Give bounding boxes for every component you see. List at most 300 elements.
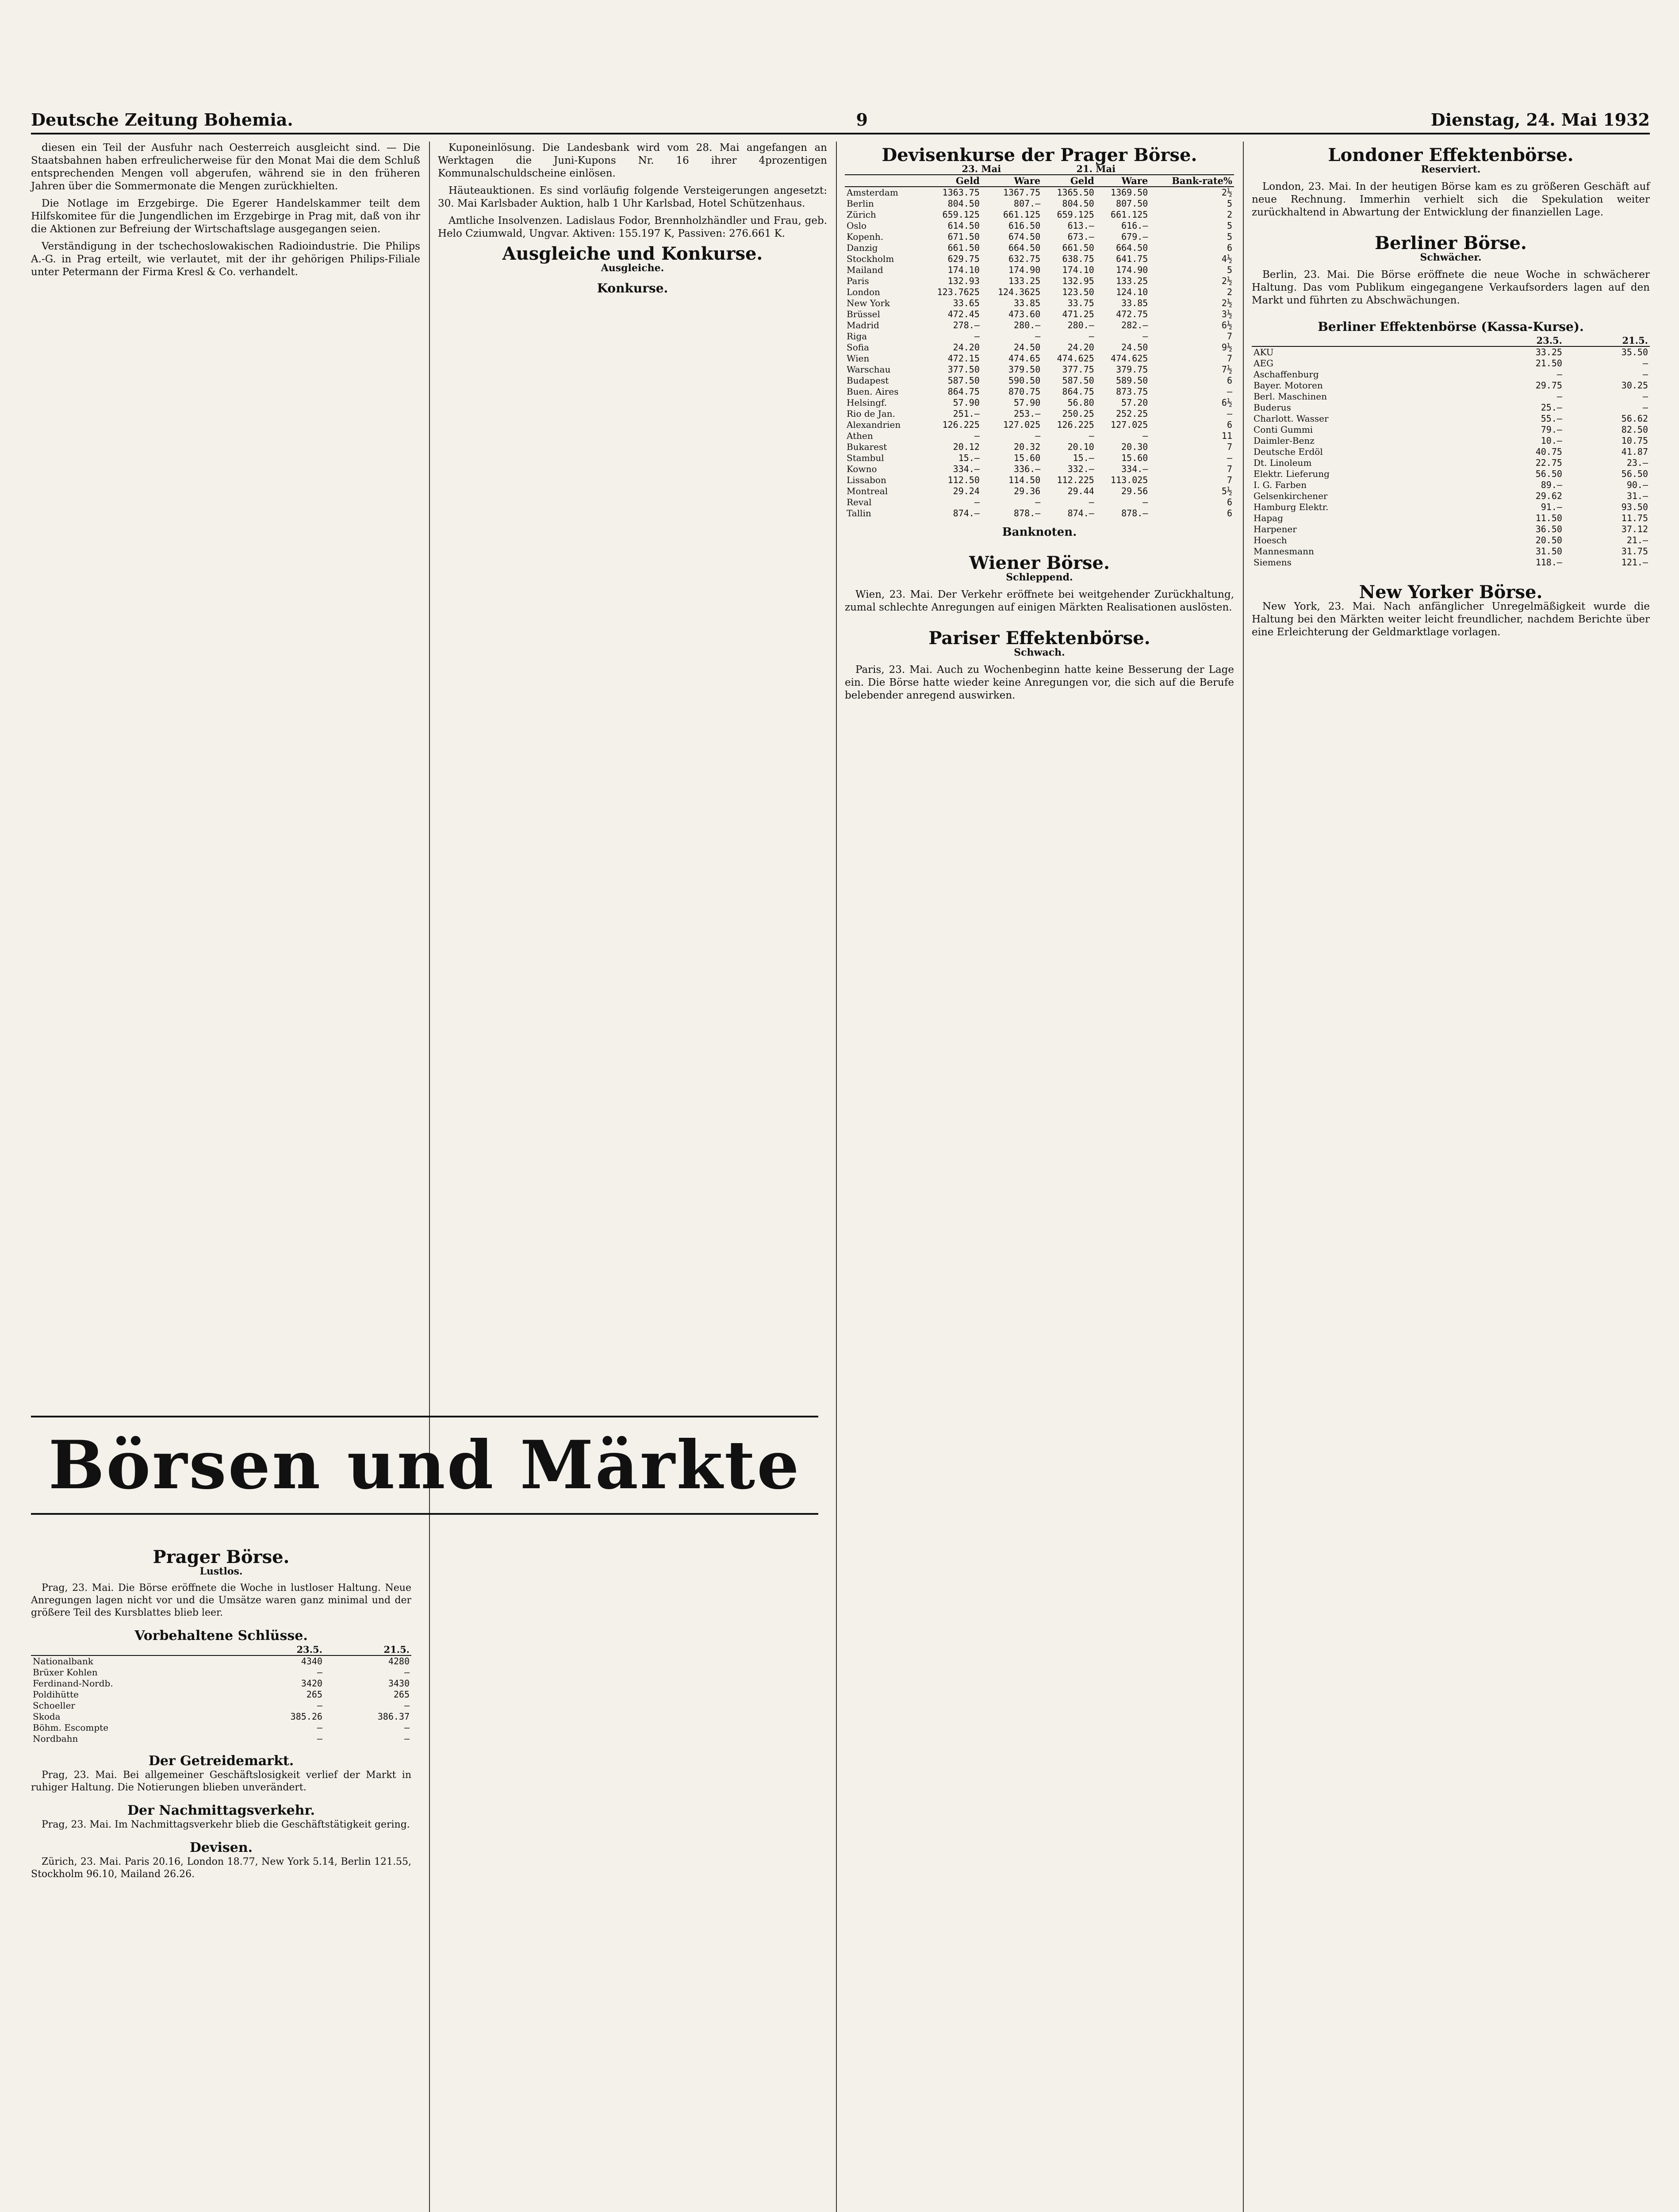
devisen-cell: Stockholm bbox=[847, 253, 894, 264]
kassa-cell: — bbox=[1642, 369, 1648, 380]
kassa-row bbox=[1252, 391, 1650, 402]
devisen-cell: Tallin bbox=[847, 508, 871, 518]
devisen-cell: 15.60 bbox=[1014, 453, 1041, 463]
devisen-cell: 5 bbox=[1227, 231, 1232, 242]
devisen-row bbox=[845, 342, 1234, 353]
vorbeh-column-header: 23.5. bbox=[237, 1644, 324, 1655]
devisen-cell: 664.50 bbox=[1008, 242, 1041, 253]
devisen-cell: 5½ bbox=[1221, 486, 1232, 496]
kassa-cell: Charlott. Wasser bbox=[1254, 413, 1329, 424]
devisen-cell: 112.225 bbox=[1057, 475, 1094, 485]
kassa-cell: Deutsche Erdöl bbox=[1254, 446, 1323, 457]
devisen-cell: 57.90 bbox=[1014, 397, 1041, 408]
kassa-cell: 89.— bbox=[1541, 480, 1562, 490]
kassa-cell: 25.— bbox=[1541, 402, 1562, 413]
vorbeh-cell: Brüxer Kohlen bbox=[33, 1667, 98, 1678]
date-header: 21. Mai bbox=[1042, 163, 1150, 175]
devisen-cell: Athen bbox=[847, 430, 873, 441]
devisen-cell: 1369.50 bbox=[1111, 187, 1148, 198]
devisen-cell: 6½ bbox=[1221, 320, 1232, 330]
devisen-cell: 673.— bbox=[1067, 231, 1094, 242]
kassa-cell: 31.50 bbox=[1535, 546, 1562, 557]
devisen-cell: 174.10 bbox=[1062, 265, 1094, 275]
devisen-row bbox=[845, 453, 1234, 464]
devisen-cell: 473.60 bbox=[1008, 309, 1041, 319]
kassa-row bbox=[1252, 535, 1650, 546]
kassa-cell: — bbox=[1642, 358, 1648, 369]
devisen-row bbox=[845, 353, 1234, 364]
devisen-row bbox=[845, 486, 1234, 497]
devisen-cell: 6 bbox=[1227, 508, 1232, 518]
devisen-row bbox=[845, 198, 1234, 209]
devisen-cell: Buen. Aires bbox=[847, 386, 899, 397]
devisen-cell: Zürich bbox=[847, 209, 876, 220]
kassa-cell: Hamburg Elektr. bbox=[1254, 502, 1329, 512]
vorbeh-cell: Ferdinand-Nordb. bbox=[33, 1678, 113, 1689]
issue-date: Dienstag, 24. Mai 1932 bbox=[1430, 109, 1650, 130]
devisen-cell: Kowno bbox=[847, 464, 877, 474]
devisen-cell: 56.80 bbox=[1067, 397, 1094, 408]
londoner-text: London, 23. Mai. In der heutigen Börse kam es zu größeren Geschäft auf neue Rechnung. Immerhin verhielt sich die Spekulation weiter zurückhaltend in Abwartung der Entwicklung der finanziellen Lage. bbox=[1252, 181, 1650, 218]
devisen-cell: Budapest bbox=[847, 375, 889, 386]
devisen-cell: 874.— bbox=[1067, 508, 1094, 518]
kassa-cell: Hapag bbox=[1254, 513, 1283, 523]
devisen-cell: 379.75 bbox=[1116, 364, 1148, 375]
devisen-cell: 113.025 bbox=[1111, 475, 1148, 485]
vorbeh-cell: — bbox=[317, 1733, 322, 1744]
devisen2-heading: Devisen. bbox=[189, 1840, 253, 1855]
kassa-cell: 29.62 bbox=[1535, 491, 1562, 501]
kassa-cell: Harpener bbox=[1254, 524, 1297, 534]
kassa-row bbox=[1252, 413, 1650, 424]
devisen-cell: — bbox=[1227, 453, 1232, 463]
column-1 bbox=[31, 142, 420, 283]
kassa-row bbox=[1252, 446, 1650, 457]
kassa-heading: Berliner Effektenbörse (Kassa-Kurse). bbox=[1318, 319, 1584, 334]
devisen-cell: 5 bbox=[1227, 265, 1232, 275]
devisen-row bbox=[845, 430, 1234, 442]
devisen-cell: 132.95 bbox=[1062, 276, 1094, 286]
kassa-column-header bbox=[1252, 335, 1478, 346]
devisen-cell: 674.50 bbox=[1008, 231, 1041, 242]
devisen-cell: 7½ bbox=[1221, 364, 1232, 375]
devisen-cell: 7 bbox=[1227, 331, 1232, 342]
kassa-cell: Hoesch bbox=[1254, 535, 1287, 545]
devisen2-text: Zürich, 23. Mai. Paris 20.16, London 18.77, New York 5.14, Berlin 121.55, Stockholm 96.10, Mailand 26.26. bbox=[31, 1856, 411, 1880]
devisen-cell: Rio de Jan. bbox=[847, 408, 896, 419]
column-rule bbox=[1243, 142, 1244, 2212]
vorbeh-cell: — bbox=[404, 1722, 410, 1733]
devisen-cell: 174.90 bbox=[1008, 265, 1041, 275]
devisen-cell: 613.— bbox=[1067, 220, 1094, 231]
devisen-row bbox=[845, 276, 1234, 287]
devisen-cell: 133.25 bbox=[1116, 276, 1148, 286]
devisen-cell: 114.50 bbox=[1008, 475, 1041, 485]
devisen-cell: — bbox=[1142, 331, 1148, 342]
vorbeh-cell: Nordbahn bbox=[33, 1733, 78, 1744]
devisen-cell: 20.10 bbox=[1067, 442, 1094, 452]
wiener-sub: Schleppend. bbox=[1006, 572, 1073, 583]
vorbeh-cell: — bbox=[404, 1700, 410, 1711]
devisen-cell: 20.12 bbox=[953, 442, 980, 452]
devisen-cell: 2 bbox=[1227, 209, 1232, 220]
kassa-cell: Berl. Maschinen bbox=[1254, 391, 1327, 402]
kassa-cell: 56.50 bbox=[1535, 469, 1562, 479]
devisen-column-header bbox=[845, 175, 921, 187]
kassa-cell: Elektr. Lieferung bbox=[1254, 469, 1330, 479]
vorbeh-row bbox=[31, 1678, 411, 1689]
devisen-cell: 133.25 bbox=[1008, 276, 1041, 286]
devisen-cell: 864.75 bbox=[1062, 386, 1094, 397]
column-rule bbox=[836, 142, 837, 2212]
kassa-cell: Daimler-Benz bbox=[1254, 435, 1315, 446]
devisen-cell: 20.32 bbox=[1014, 442, 1041, 452]
vorbeh-cell: Schoeller bbox=[33, 1700, 75, 1711]
devisen-cell: 629.75 bbox=[947, 253, 980, 264]
devisen-column-header: Ware bbox=[981, 175, 1042, 187]
devisen-cell: 336.— bbox=[1014, 464, 1041, 474]
devisen-cell: Lissabon bbox=[847, 475, 886, 485]
devisen-cell: 472.45 bbox=[947, 309, 980, 319]
devisen-cell: 3½ bbox=[1221, 309, 1232, 319]
page-number: 9 bbox=[856, 109, 868, 130]
devisen-cell: 804.50 bbox=[947, 198, 980, 209]
devisen-cell: 123.50 bbox=[1062, 287, 1094, 297]
vorbeh-cell: 386.37 bbox=[377, 1711, 410, 1722]
devisen-cell: 9½ bbox=[1221, 342, 1232, 353]
kassa-cell: Bayer. Motoren bbox=[1254, 380, 1323, 391]
vorbeh-column-header: 21.5. bbox=[324, 1644, 411, 1655]
devisen-row bbox=[845, 364, 1234, 375]
devisen-cell: 587.50 bbox=[1062, 375, 1094, 386]
article-paragraph: Die Notlage im Erzgebirge. Die Egerer Handelskammer teilt dem Hilfskomitee für die Jungendlichen im Erzgebirge in Prag mit, daß von ihr die Aktionen zur Befreiung der Wirtschaftslage ausgegangen seien. bbox=[31, 198, 420, 235]
kassa-table bbox=[1252, 335, 1650, 568]
kassa-cell: AEG bbox=[1254, 358, 1274, 369]
devisen-cell: 250.25 bbox=[1062, 408, 1094, 419]
devisen-cell: 29.56 bbox=[1121, 486, 1148, 496]
devisen-row bbox=[845, 209, 1234, 220]
devisen-column-header: Geld bbox=[1042, 175, 1096, 187]
kassa-row bbox=[1252, 424, 1650, 435]
devisen-row bbox=[845, 508, 1234, 519]
vorbeh-cell: Nationalbank bbox=[33, 1656, 93, 1667]
devisen-cell: 280.— bbox=[1067, 320, 1094, 330]
vorbeh-column-header bbox=[31, 1644, 237, 1655]
devisen-cell: 334.— bbox=[953, 464, 980, 474]
devisen-cell: 590.50 bbox=[1008, 375, 1041, 386]
devisen-cell: 679.— bbox=[1121, 231, 1148, 242]
vorbeh-row bbox=[31, 1722, 411, 1733]
devisen-cell: Brüssel bbox=[847, 309, 880, 319]
section-subheading: Ausgleiche. bbox=[601, 262, 664, 274]
vorbeh-row bbox=[31, 1711, 411, 1722]
kassa-cell: 10.— bbox=[1541, 435, 1562, 446]
kassa-cell: 22.75 bbox=[1535, 457, 1562, 468]
devisen-cell: 29.44 bbox=[1067, 486, 1094, 496]
kassa-cell: AKU bbox=[1254, 347, 1274, 357]
devisen-row bbox=[845, 220, 1234, 231]
devisen-cell: 807.— bbox=[1014, 198, 1041, 209]
devisen-cell: 4½ bbox=[1221, 253, 1232, 264]
kassa-header-row bbox=[1252, 335, 1650, 346]
vorbeh-row bbox=[31, 1700, 411, 1711]
devisen-cell: 6 bbox=[1227, 419, 1232, 430]
kassa-cell: Mannesmann bbox=[1254, 546, 1314, 557]
devisen-cell: 33.85 bbox=[1014, 298, 1041, 308]
article-paragraph: diesen ein Teil der Ausfuhr nach Oesterreich ausgleicht sind. — Die Staatsbahnen haben erfreulicherweise für den Monat Mai die dem Schluß entsprechenden Mengen voll abgerufen, während sie in den früheren Jahren über die Sommermonate die Mengen zurückhielten. bbox=[31, 142, 420, 192]
kassa-row bbox=[1252, 502, 1650, 513]
devisen-row bbox=[845, 265, 1234, 276]
vorbeh-cell: 265 bbox=[306, 1689, 322, 1700]
devisen-cell: 2½ bbox=[1221, 276, 1232, 286]
newspaper-page bbox=[31, 106, 1650, 2212]
devisen-cell: 15.— bbox=[958, 453, 980, 463]
kassa-row bbox=[1252, 435, 1650, 446]
page-header bbox=[31, 106, 1650, 134]
devisen-cell: Warschau bbox=[847, 364, 891, 375]
devisen-cell: 6 bbox=[1227, 497, 1232, 507]
section-heading: Konkurse. bbox=[597, 281, 668, 296]
wiener-text: Wien, 23. Mai. Der Verkehr eröffnete bei weitgehender Zurückhaltung, zumal schlechte Anregungen auf einigen Märkten Realisationen auslösten. bbox=[845, 589, 1234, 613]
pariser-heading: Pariser Effektenbörse. bbox=[928, 628, 1150, 649]
devisen-cell: 472.15 bbox=[947, 353, 980, 364]
devisen-cell: 661.50 bbox=[1062, 242, 1094, 253]
devisen-cell: 661.125 bbox=[1111, 209, 1148, 220]
devisen-cell: Riga bbox=[847, 331, 867, 342]
wiener-heading: Wiener Börse. bbox=[969, 553, 1110, 573]
devisen-cell: 638.75 bbox=[1062, 253, 1094, 264]
devisen-cell: Montreal bbox=[847, 486, 888, 496]
kassa-cell: 10.75 bbox=[1621, 435, 1648, 446]
devisen-cell: Helsingf. bbox=[847, 397, 887, 408]
devisen-row bbox=[845, 253, 1234, 265]
devisen-cell: — bbox=[974, 497, 980, 507]
paper-title: Deutsche Zeitung Bohemia. bbox=[31, 109, 293, 130]
devisen-cell: 127.025 bbox=[1003, 419, 1041, 430]
kassa-row bbox=[1252, 402, 1650, 413]
devisen-cell: 253.— bbox=[1014, 408, 1041, 419]
kassa-row bbox=[1252, 469, 1650, 480]
kassa-cell: Buderus bbox=[1254, 402, 1291, 413]
kassa-row bbox=[1252, 513, 1650, 524]
devisen-cell: 126.225 bbox=[1057, 419, 1094, 430]
devisen-cell: 5 bbox=[1227, 220, 1232, 231]
kassa-row bbox=[1252, 358, 1650, 369]
kassa-cell: 21.— bbox=[1626, 535, 1648, 545]
kassa-cell: 41.87 bbox=[1621, 446, 1648, 457]
kassa-cell: I. G. Farben bbox=[1254, 480, 1307, 490]
devisen-cell: 127.025 bbox=[1111, 419, 1148, 430]
devisen-cell: 251.— bbox=[953, 408, 980, 419]
vorbeh-cell: — bbox=[317, 1722, 322, 1733]
devisen-cell: 616.— bbox=[1121, 220, 1148, 231]
kassa-cell: — bbox=[1642, 402, 1648, 413]
vorbeh-cell: 3430 bbox=[388, 1678, 410, 1689]
kassa-row bbox=[1252, 346, 1650, 358]
berliner-heading: Berliner Börse. bbox=[1375, 233, 1527, 253]
vorbeh-row bbox=[31, 1733, 411, 1744]
devisen-cell: 280.— bbox=[1014, 320, 1041, 330]
devisen-cell: 6 bbox=[1227, 242, 1232, 253]
kassa-cell: 11.75 bbox=[1621, 513, 1648, 523]
devisen-cell: — bbox=[1142, 430, 1148, 441]
devisen-cell: London bbox=[847, 287, 880, 297]
kassa-row bbox=[1252, 524, 1650, 535]
kassa-cell: 36.50 bbox=[1535, 524, 1562, 534]
devisen-cell: 377.50 bbox=[947, 364, 980, 375]
devisen-cell: 334.— bbox=[1121, 464, 1148, 474]
devisen-cell: — bbox=[1035, 430, 1041, 441]
devisen-cell: 20.30 bbox=[1121, 442, 1148, 452]
devisen-cell: 874.— bbox=[953, 508, 980, 518]
devisen-cell: Kopenh. bbox=[847, 231, 884, 242]
kassa-cell: Dt. Linoleum bbox=[1254, 457, 1312, 468]
kassa-cell: 91.— bbox=[1541, 502, 1562, 512]
devisen-cell: Mailand bbox=[847, 265, 883, 275]
kassa-cell: 31.75 bbox=[1621, 546, 1648, 557]
devisen-row bbox=[845, 475, 1234, 486]
devisen-cell: 616.50 bbox=[1008, 220, 1041, 231]
devisen-cell: 1365.50 bbox=[1057, 187, 1094, 198]
devisen-header-row bbox=[845, 175, 1234, 187]
devisen-cell: 332.— bbox=[1067, 464, 1094, 474]
kassa-cell: 56.62 bbox=[1621, 413, 1648, 424]
devisen-row bbox=[845, 464, 1234, 475]
devisen-cell: 174.90 bbox=[1116, 265, 1148, 275]
devisen-cell: — bbox=[1142, 497, 1148, 507]
devisen-cell: — bbox=[974, 430, 980, 441]
kassa-row bbox=[1252, 457, 1650, 469]
kassa-cell: — bbox=[1642, 391, 1648, 402]
devisen-row bbox=[845, 408, 1234, 419]
devisen-cell: — bbox=[1089, 430, 1094, 441]
kassa-row bbox=[1252, 546, 1650, 557]
devisen-row bbox=[845, 331, 1234, 342]
berliner-sub: Schwächer. bbox=[1420, 252, 1482, 263]
vorbeh-table bbox=[31, 1644, 411, 1744]
londoner-sub: Reserviert. bbox=[1421, 164, 1481, 175]
devisen-cell: Madrid bbox=[847, 320, 879, 330]
devisen-column-header: Bank-rate% bbox=[1150, 175, 1234, 187]
devisen-cell: 7 bbox=[1227, 353, 1232, 364]
kassa-row bbox=[1252, 369, 1650, 380]
devisen-row bbox=[845, 419, 1234, 430]
devisen-cell: 471.25 bbox=[1062, 309, 1094, 319]
column-3 bbox=[845, 142, 1234, 707]
devisen-cell: 2½ bbox=[1221, 298, 1232, 308]
vorbeh-row bbox=[31, 1689, 411, 1700]
vorbeh-row bbox=[31, 1655, 411, 1667]
column-4 bbox=[1252, 142, 1650, 643]
kassa-cell: — bbox=[1556, 369, 1562, 380]
banknotes-heading: Banknoten. bbox=[1002, 526, 1077, 539]
kassa-cell: 31.— bbox=[1626, 491, 1648, 501]
devisen-cell: Stambul bbox=[847, 453, 884, 463]
newyork-heading: New Yorker Börse. bbox=[1359, 582, 1543, 603]
vorbeh-cell: 265 bbox=[393, 1689, 410, 1700]
devisen-cell: 57.90 bbox=[953, 397, 980, 408]
devisen-cell: 641.75 bbox=[1116, 253, 1148, 264]
berliner-text: Berlin, 23. Mai. Die Börse eröffnete die neue Woche in schwächerer Haltung. Das vom Publikum eingegangene Verkaufsorders lagen auf den Markt und führten zu Abschwächungen. bbox=[1252, 269, 1650, 306]
devisen-cell: 804.50 bbox=[1062, 198, 1094, 209]
vorbeh-cell: — bbox=[404, 1733, 410, 1744]
devisen-cell: Alexandrien bbox=[847, 419, 901, 430]
getreide-text: Prag, 23. Mai. Bei allgemeiner Geschäftslosigkeit verlief der Markt in ruhiger Haltung. Die Notierungen blieben unverändert. bbox=[31, 1770, 411, 1793]
pariser-text: Paris, 23. Mai. Auch zu Wochenbeginn hatte keine Besserung der Lage ein. Die Börse hatte wieder keine Anregungen vor, die sich auf die Berufe belebender anregend auswirken. bbox=[845, 664, 1234, 701]
vorbeh-header-row bbox=[31, 1644, 411, 1655]
devisen-cell: Wien bbox=[847, 353, 870, 364]
devisen-cell: Sofia bbox=[847, 342, 870, 353]
article-paragraph: Verständigung in der tschechoslowakischen Radioindustrie. Die Philips A.-G. in Prag erteilt, wie verlautet, mit der ihr gehörigen Philips-Filiale unter Petermann der Firma Kresl & Co. verhandelt. bbox=[31, 241, 420, 278]
kassa-cell: 21.50 bbox=[1535, 358, 1562, 369]
devisen-row bbox=[845, 242, 1234, 253]
prager-sub: Lustlos. bbox=[199, 1566, 243, 1577]
vorbeh-cell: — bbox=[317, 1667, 322, 1678]
devisen-cell: 15.60 bbox=[1121, 453, 1148, 463]
article-paragraph: Kuponeinlösung. Die Landesbank wird vom 28. Mai angefangen an Werktagen die Juni-Kupons Nr. 16 ihrer 4prozentigen Kommunalschuldscheine einlösen. bbox=[438, 142, 827, 179]
kassa-cell: 79.— bbox=[1541, 424, 1562, 435]
devisen-cell: Berlin bbox=[847, 198, 874, 209]
devisen-cell: Amsterdam bbox=[847, 187, 898, 198]
devisen-cell: — bbox=[1227, 408, 1232, 419]
devisen-row bbox=[845, 375, 1234, 386]
kassa-cell: 37.12 bbox=[1621, 524, 1648, 534]
vorbeh-cell: — bbox=[404, 1667, 410, 1678]
devisen-cell: 7 bbox=[1227, 464, 1232, 474]
devisen-cell: 5 bbox=[1227, 198, 1232, 209]
devisen-cell: 6 bbox=[1227, 375, 1232, 386]
devisen-cell: 57.20 bbox=[1121, 397, 1148, 408]
kassa-cell: 93.50 bbox=[1621, 502, 1648, 512]
devisen-cell: 664.50 bbox=[1116, 242, 1148, 253]
column-rule bbox=[429, 142, 430, 2212]
devisen-cell: 2 bbox=[1227, 287, 1232, 297]
devisen-cell: 29.36 bbox=[1014, 486, 1041, 496]
devisen-cell: 278.— bbox=[953, 320, 980, 330]
devisen-cell: 659.125 bbox=[1057, 209, 1094, 220]
devisen-cell: 474.625 bbox=[1111, 353, 1148, 364]
devisen-cell: 124.3625 bbox=[997, 287, 1041, 297]
devisen-cell: — bbox=[1035, 497, 1041, 507]
kassa-cell: 23.— bbox=[1626, 457, 1648, 468]
devisen-column-header: Geld bbox=[921, 175, 981, 187]
devisen-cell: 587.50 bbox=[947, 375, 980, 386]
devisen-cell: 11 bbox=[1221, 430, 1232, 441]
kassa-cell: 90.— bbox=[1626, 480, 1648, 490]
devisen-cell: 24.50 bbox=[1014, 342, 1041, 353]
kassa-row bbox=[1252, 480, 1650, 491]
devisen-cell: 873.75 bbox=[1116, 386, 1148, 397]
devisen-cell: 124.10 bbox=[1116, 287, 1148, 297]
devisen-cell: 174.10 bbox=[947, 265, 980, 275]
section-heading: Ausgleiche und Konkurse. bbox=[502, 243, 763, 264]
devisen-cell: 878.— bbox=[1121, 508, 1148, 518]
vorbeh-cell: 385.26 bbox=[290, 1711, 322, 1722]
vorbeh-cell: Böhm. Escompte bbox=[33, 1722, 109, 1733]
nachmittag-heading: Der Nachmittagsverkehr. bbox=[127, 1803, 315, 1818]
section-banner: Börsen und Märkte bbox=[31, 1416, 818, 1515]
devisen-cell: 6½ bbox=[1221, 397, 1232, 408]
article-paragraph: Amtliche Insolvenzen. Ladislaus Fodor, Brennholzhändler und Frau, geb. Helo Cziumwald, Ungvar. Aktiven: 155.197 K, Passiven: 276.661 K. bbox=[438, 215, 827, 239]
devisen-row bbox=[845, 320, 1234, 331]
devisen-row bbox=[845, 309, 1234, 320]
devisen-cell: 870.75 bbox=[1008, 386, 1041, 397]
kassa-cell: Aschaffenburg bbox=[1254, 369, 1319, 380]
kassa-column-header: 23.5. bbox=[1478, 335, 1564, 346]
devisen-row bbox=[845, 442, 1234, 453]
devisen-cell: 472.75 bbox=[1116, 309, 1148, 319]
devisen-cell: 29.24 bbox=[953, 486, 980, 496]
